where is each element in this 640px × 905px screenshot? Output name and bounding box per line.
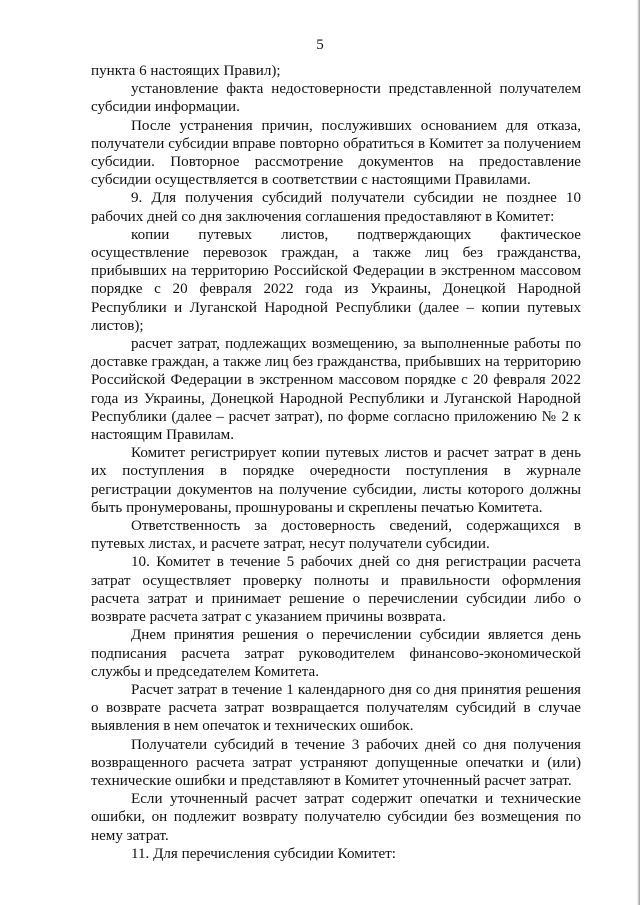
paragraph: копии путевых листов, подтверждающих фактическое осуществление перевозок граждан, а также лиц без гражданства, прибывших на территорию Российской Федерации в экстренном массовом порядке с 20 февраля 2022 года из Украины, Донецкой Народной Республики и Луганской Народной Республики (далее – копии путевых листов); xyxy=(91,226,581,334)
paragraph: После устранения причин, послуживших основанием для отказа, получатели субсидии вправе повторно обратиться в Комитет за получением субсидии. Повторное рассмотрение документов на предоставление субсидии осуществляется в соответствии с настоящими Правилами. xyxy=(91,117,581,189)
paragraph: расчет затрат, подлежащих возмещению, за выполненные работы по доставке граждан, а также лиц без гражданства, прибывших на территорию Российской Федерации в экстренном массовом порядке с 20 февраля 2022 года из Украины, Донецкой Народной Республики и Луганской Народной Республики (далее – расчет затрат), по форме согласно приложению № 2 к настоящим Правилам. xyxy=(91,336,581,444)
page-number: 5 xyxy=(316,37,324,53)
paragraph: Комитет регистрирует копии путевых листов и расчет затрат в день их поступления в порядке очередности поступления в журнале регистрации документов на получение субсидии, листы которого должны быть пронумерованы, прошнурованы и скреплены печатью Комитета. xyxy=(91,445,581,516)
paragraph: 11. Для перечисления субсидии Комитет: xyxy=(131,845,396,862)
paragraph: установление факта недостоверности представленной получателем субсидии информации. xyxy=(91,81,581,116)
document-body xyxy=(91,62,581,863)
paragraph: пункта 6 настоящих Правил); xyxy=(91,63,281,79)
paragraph: 9. Для получения субсидий получатели субсидии не позднее 10 рабочих дней со дня заключения соглашения предоставляют в Комитет: xyxy=(91,190,581,225)
paragraph: Получатели субсидий в течение 3 рабочих дней со дня получения возвращенного расчета затрат устраняют допущенные опечатки и (или) технические ошибки и представляют в Комитет уточненный расчет затрат. xyxy=(91,736,581,789)
paragraph: Если уточненный расчет затрат содержит опечатки и технические ошибки, он подлежит возврату получателю субсидии без возмещения по нему затрат. xyxy=(91,791,581,844)
paragraph: Ответственность за достоверность сведений, содержащихся в путевых листах, и расчете затрат, несут получатели субсидии. xyxy=(91,518,581,553)
paragraph: 10. Комитет в течение 5 рабочих дней со дня регистрации расчета затрат осуществляет проверку полноты и правильности оформления расчета затрат и принимает решение о перечислении субсидии либо о возврате расчета затрат с указанием причины возврата. xyxy=(91,554,581,626)
paragraph: Расчет затрат в течение 1 календарного дня со дня принятия решения о возврате расчета затрат возвращается получателям субсидий в случае выявления в нем опечаток и технических ошибок. xyxy=(91,681,581,735)
paragraph: Днем принятия решения о перечислении субсидии является день подписания расчета затрат руководителем финансово-экономической службы и председателем Комитета. xyxy=(91,627,581,680)
